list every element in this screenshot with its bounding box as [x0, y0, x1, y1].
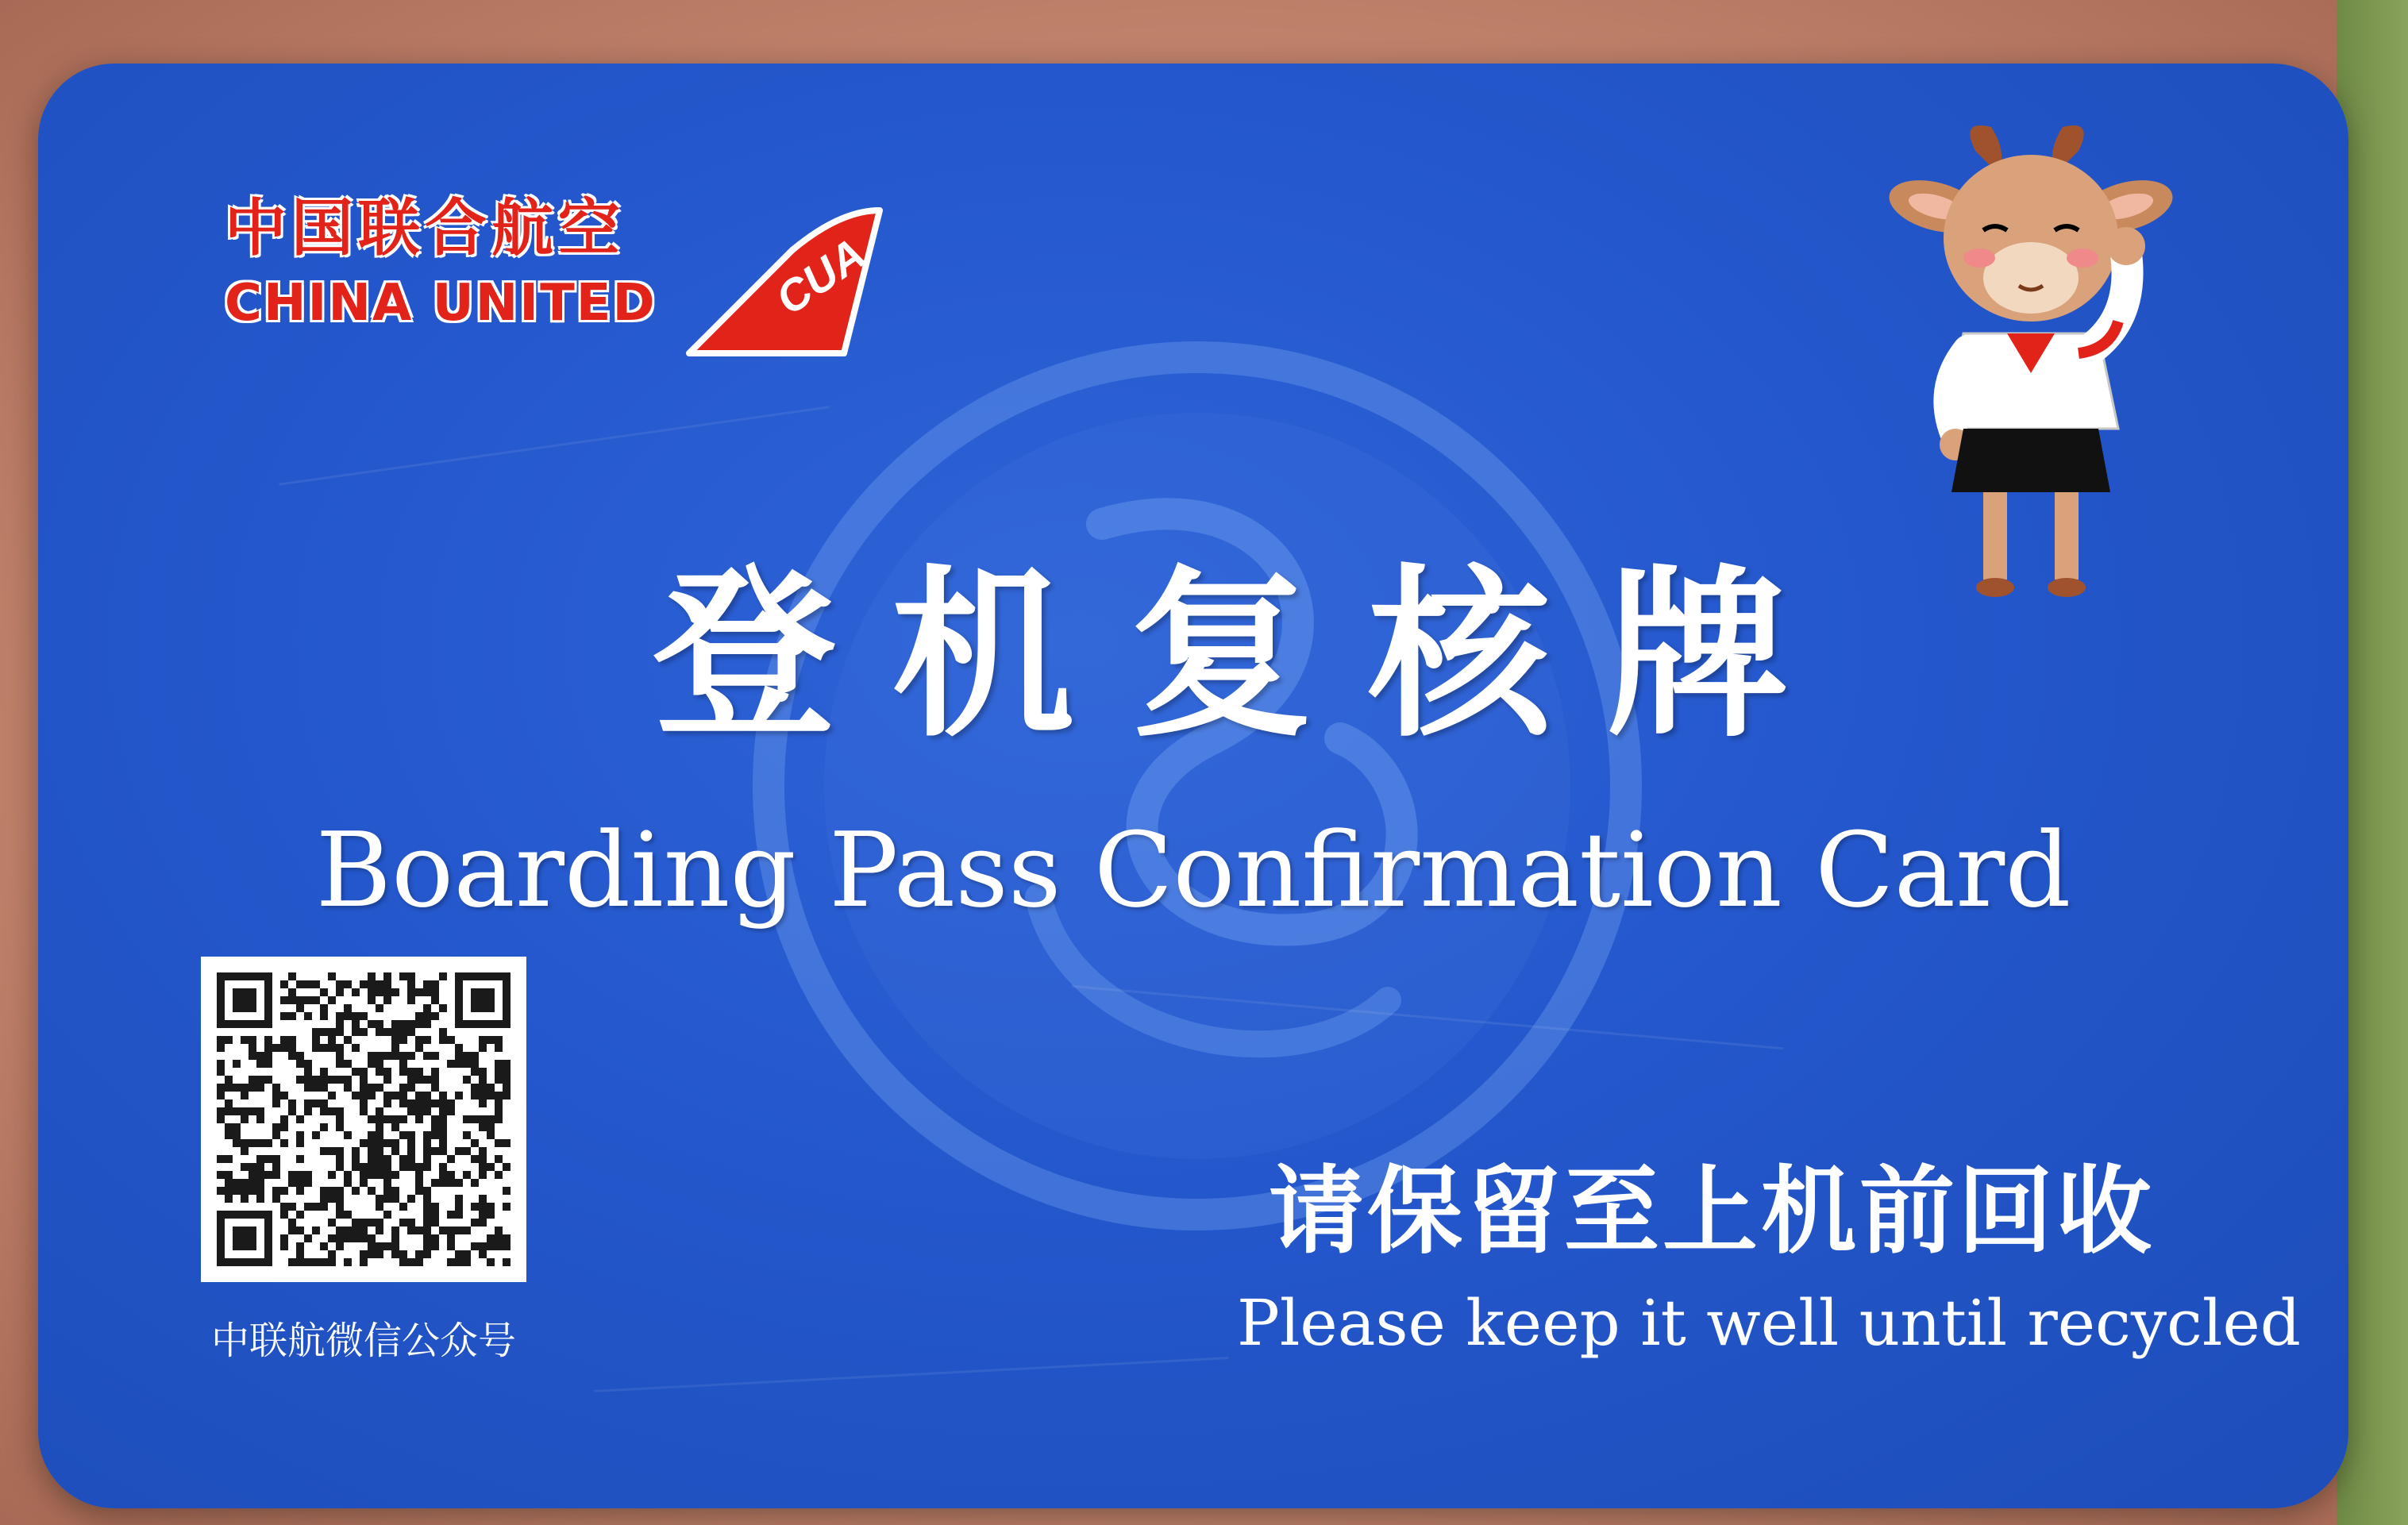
card-title-cn: 登机复核牌	[653, 548, 1844, 762]
qr-caption: 中联航微信公众号	[210, 1319, 516, 1363]
airline-logo-en: CHINA UNITED	[225, 274, 657, 333]
notice-en: Please keep it well until recycled	[1237, 1286, 2301, 1360]
qr-code-icon	[201, 957, 526, 1282]
swirl-watermark-icon	[737, 325, 1658, 1246]
airline-tail-code: CUA	[766, 228, 875, 325]
notice-cn: 请保留至上机前回收	[1269, 1157, 2155, 1267]
airline-logo	[189, 171, 903, 385]
airplane-tail-icon	[681, 202, 888, 361]
card-title-en: Boarding Pass Confirmation Card	[315, 810, 2071, 930]
airline-logo-cn: 中国联合航空	[225, 192, 626, 264]
boarding-pass-card	[38, 64, 2348, 1508]
scratch-mark	[594, 1357, 1228, 1392]
